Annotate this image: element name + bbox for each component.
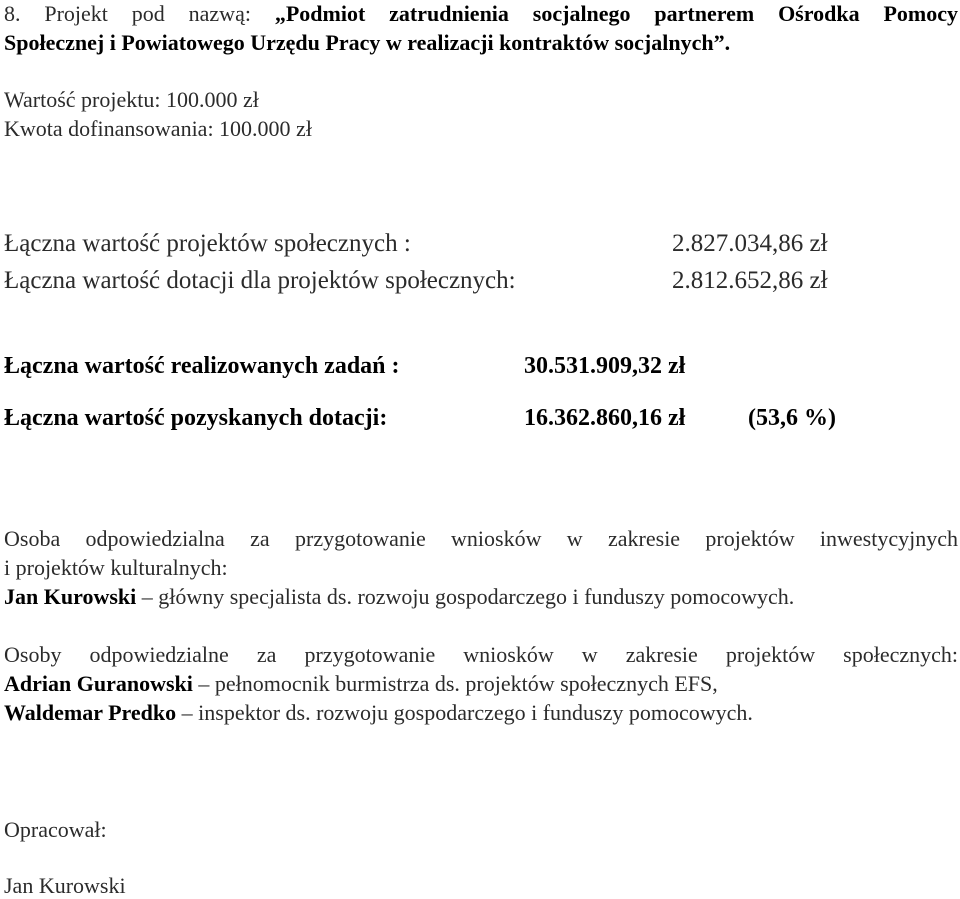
social-responsible-line-1: Osoby odpowiedzialne za przygotowanie wniosków w zakresie projektów społecznych: — [4, 642, 958, 667]
grants-total-label: Łączna wartość pozyskanych dotacji: — [4, 405, 388, 431]
person-name: Jan Kurowski — [4, 584, 137, 609]
investment-responsible-person — [4, 584, 794, 610]
social-grant-label: Łączna wartość dotacji dla projektów społecznych: — [4, 267, 516, 294]
project-title-part-1: „Podmiot zatrudnienia socjalnego partnerem Ośrodka Pomocy — [274, 1, 958, 26]
project-title-line-2: Społecznej i Powiatowego Urzędu Pracy w realizacji kontraktów socjalnych”. — [4, 30, 731, 55]
grants-total-value: 16.362.860,16 zł — [524, 405, 686, 431]
project-number-prefix: 8. Projekt pod nazwą: — [4, 1, 275, 26]
person-role: – pełnomocnik burmistrza ds. projektów społecznych EFS, — [192, 671, 718, 696]
person-role: – inspektor ds. rozwoju gospodarczego i funduszy pomocowych. — [176, 700, 753, 725]
person-name: Waldemar Predko — [4, 700, 177, 725]
grants-percent: (53,6 %) — [748, 405, 836, 431]
investment-responsible-line-2: i projektów kulturalnych: — [4, 555, 228, 580]
social-total-value: 2.827.034,86 zł — [672, 230, 828, 257]
person-name: Adrian Guranowski — [4, 671, 193, 696]
person-role: – główny specjalista ds. rozwoju gospodarczego i funduszy pomocowych. — [136, 584, 795, 609]
tasks-total-label: Łączna wartość realizowanych zadań : — [4, 353, 400, 379]
social-responsible-person-1 — [4, 671, 718, 697]
prepared-by-label: Opracował: — [4, 817, 107, 842]
prepared-by-author: Jan Kurowski — [4, 873, 126, 898]
investment-responsible-line-1: Osoba odpowiedzialna za przygotowanie wniosków w zakresie projektów inwestycyjnych — [4, 526, 958, 551]
project-value: Wartość projektu: 100.000 zł — [4, 87, 259, 112]
project-cofinancing: Kwota dofinansowania: 100.000 zł — [4, 116, 312, 141]
social-grant-value: 2.812.652,86 zł — [672, 267, 828, 294]
social-total-label: Łączna wartość projektów społecznych : — [4, 230, 411, 257]
project-title-line-1 — [4, 1, 958, 27]
tasks-total-value: 30.531.909,32 zł — [524, 353, 686, 379]
social-responsible-person-2 — [4, 700, 753, 726]
